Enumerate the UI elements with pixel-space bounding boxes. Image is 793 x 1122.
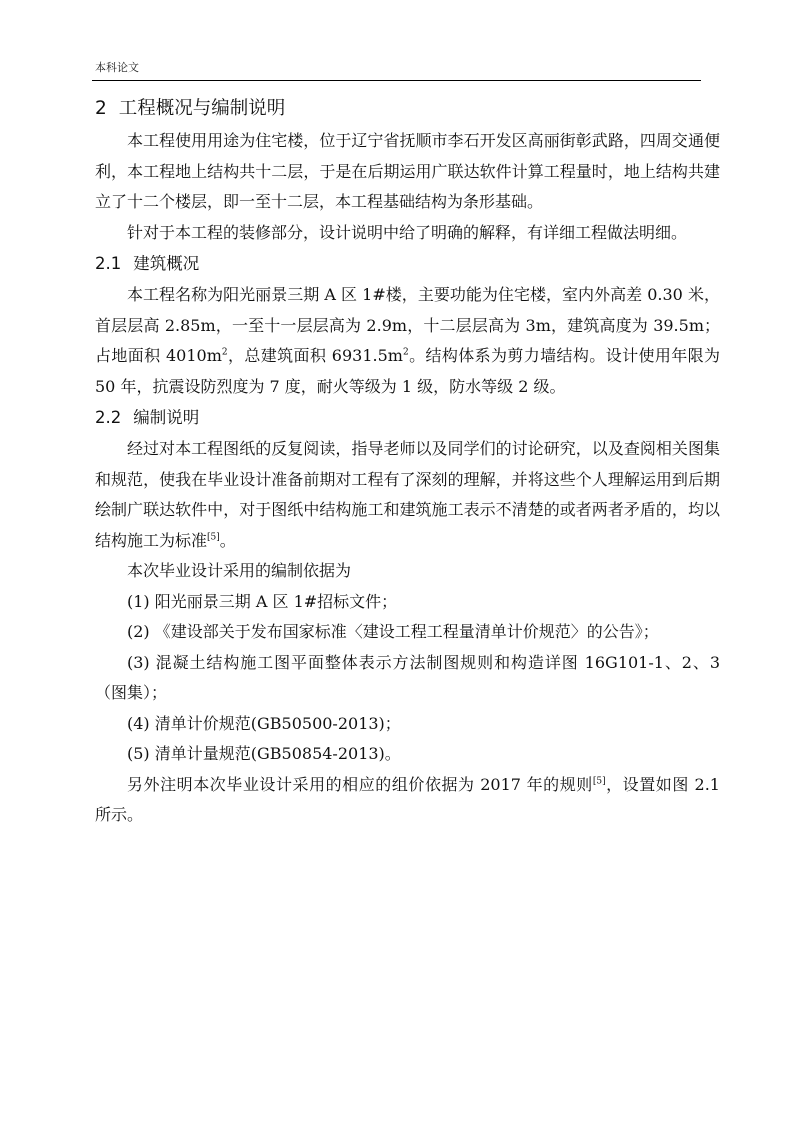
page-header: 本科论文 (95, 61, 139, 74)
pricing-basis-text: 另外注明本次毕业设计采用的相应的组价依据为 2017 年的规则 (127, 774, 593, 794)
superscript-2: 2 (402, 347, 409, 358)
superscript-2: 2 (221, 347, 228, 358)
page-content (95, 92, 720, 831)
citation-ref: [5] (592, 776, 606, 787)
basis-list-item: (4) 清单计价规范(GB50500-2013)； (127, 713, 401, 733)
subsection-title: 建筑概况 (133, 254, 200, 273)
subsection-heading-2-1 (95, 248, 720, 280)
overview-text-c: 。结构体系为剪力墙结构。设计使用年限为 50 年，抗震设防烈度为 7 度，耐火等级为 1 级，防水等级 2 级。 (95, 346, 720, 396)
compilation-paragraph-2: 本次毕业设计采用的编制依据为 (127, 561, 352, 580)
compilation-text: 经过对本工程图纸的反复阅读，指导老师以及同学们的讨论研究，以及查阅相关图集和规范，使我在毕业设计准备前期对工程有了深刻的理解，并将这些个人理解运用到后期绘制广联达软件中，对于图纸中结构施工和建筑施工表示不清楚的或者两者矛盾的，均以结构施工为标准 (95, 439, 720, 550)
compilation-paragraph-3 (95, 770, 720, 831)
intro-paragraph-1: 本工程使用用途为住宅楼，位于辽宁省抚顺市李石开发区高丽街彰武路，四周交通便利，本工程地上结构共十二层，于是在后期运用广联达软件计算工程量时，地上结构共建立了十二个楼层，即一至十二层，本工程基础结构为条形基础。 (95, 131, 720, 211)
basis-list-item: (3) 混凝土结构施工图平面整体表示方法制图规则和构造详图 16G101-1、2、3（图集）； (95, 652, 720, 702)
header-divider (92, 80, 701, 81)
section-title: 工程概况与编制说明 (118, 98, 286, 119)
overview-text-b: ，总建筑面积 6931.5m (227, 346, 403, 365)
basis-list-item: (1) 阳光丽景三期 A 区 1#招标文件； (127, 591, 398, 611)
subsection-title: 编制说明 (133, 408, 200, 427)
building-overview-paragraph (95, 280, 720, 402)
subsection-number: 2.1 (95, 254, 122, 273)
intro-paragraph-2: 针对于本工程的装修部分，设计说明中给了明确的解释，有详细工程做法明细。 (127, 222, 688, 242)
citation-ref: [5] (207, 532, 220, 543)
section-number: 2 (95, 98, 107, 119)
sentence-end: ，设置如图 2.1 所示。 (95, 774, 720, 824)
subsection-heading-2-2 (95, 402, 720, 434)
section-heading (95, 92, 720, 126)
basis-list-item: (5) 清单计量规范(GB50854-2013)。 (127, 744, 401, 763)
compilation-paragraph-1 (95, 434, 720, 556)
sentence-end: 。 (219, 530, 236, 550)
basis-list-item: (2) 《建设部关于发布国家标准〈建设工程工程量清单计价规范〉的公告》； (127, 622, 659, 641)
subsection-number: 2.2 (95, 408, 122, 427)
overview-text-a: 本工程名称为阳光丽景三期 A 区 1#楼，主要功能为住宅楼，室内外高差 0.30 米，首层层高 2.85m，一至十一层层高为 2.9m，十二层层高为 3m，建筑高度为 39.5m；占地面积 4010m (95, 285, 720, 365)
